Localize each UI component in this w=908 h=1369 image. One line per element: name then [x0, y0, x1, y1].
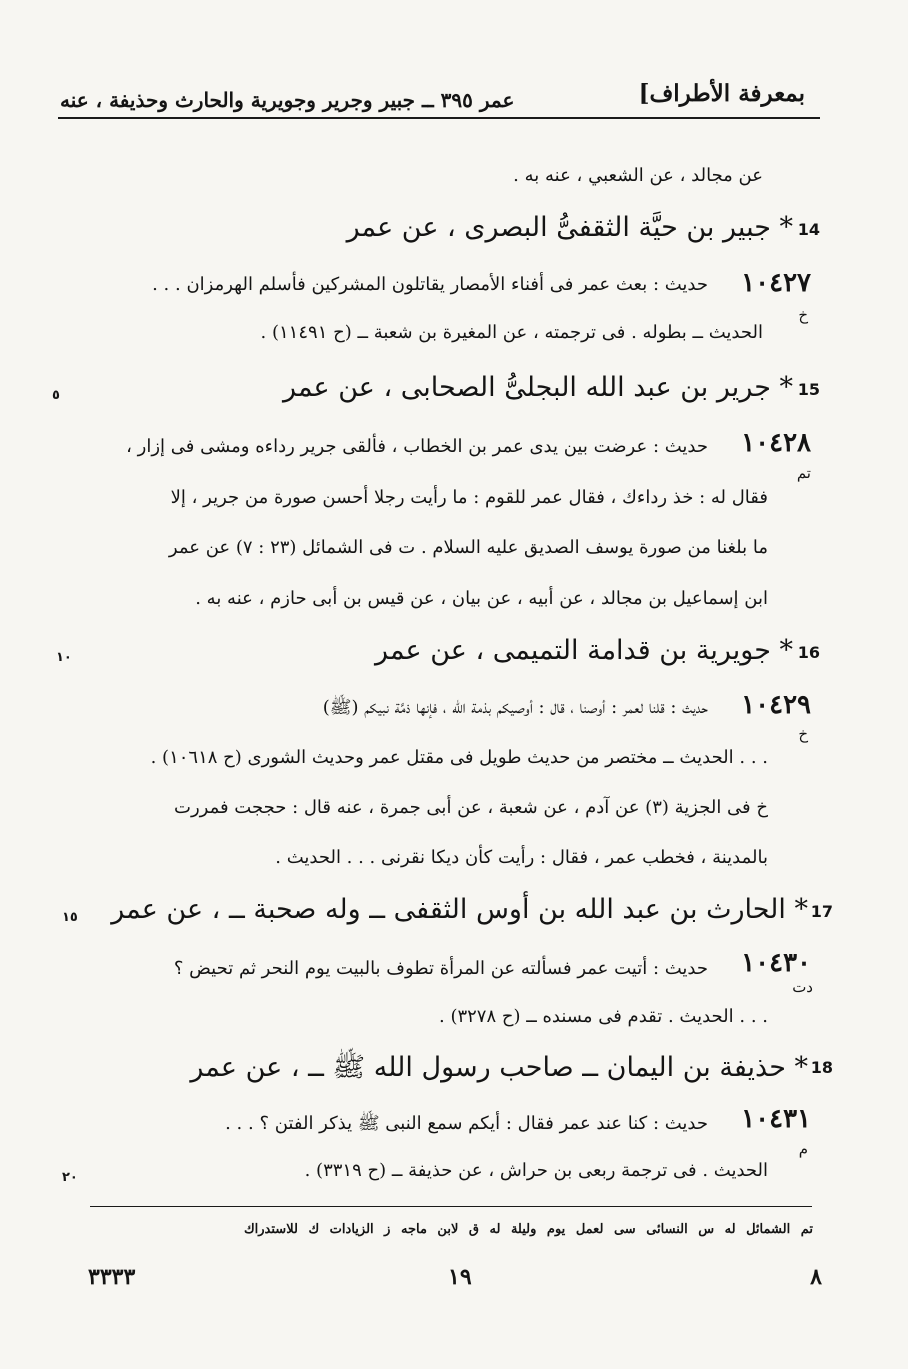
entry-title: * حذيفة بن اليمان ــ صاحب رسول الله ﷺ ــ ، عن عمر	[190, 1052, 808, 1083]
hadith-line: . . . الحديث ــ مختصر من حديث طويل فى مقتل عمر وحديث الشورى (ح ١٠٦١٨) .	[150, 747, 768, 768]
hadith-number: ١٠٤٢٨	[741, 428, 811, 458]
footnote-rule	[90, 1206, 812, 1207]
hadith-line: حديث : كنا عند عمر فقال : أيكم سمع النبى ﷺ يذكر الفتن ؟ . . .	[225, 1113, 708, 1134]
intro-line: عن مجالد ، عن الشعبي ، عنه به .	[513, 165, 763, 186]
hadith-line: ما بلغنا من صورة يوسف الصديق عليه السلام . ت فى الشمائل (٢٣ : ٧) عن عمر	[168, 537, 768, 558]
section-title: عمر ٣٩٥ ــ جبير وجرير وجويرية والحارث وحذيفة ، عنه	[60, 88, 515, 112]
entry-title: * الحارث بن عبد الله بن أوس الثقفى ــ وله صحبة ــ ، عن عمر	[111, 894, 808, 925]
entry-title: * جرير بن عبد الله البجلىُّ الصحابى ، عن عمر	[283, 372, 793, 403]
footer-left-number: ٣٣٣٣	[88, 1264, 136, 1290]
source-code: خ	[798, 306, 808, 324]
margin-line-number: ٥	[52, 388, 60, 403]
source-code: تم	[796, 464, 811, 482]
hadith-line: حديث : بعث عمر فى أفناء الأمصار يقاتلون المشركين فأسلم الهرمزان . . .	[152, 274, 708, 295]
entry-number: 14	[797, 220, 820, 239]
entry-number: 18	[810, 1058, 833, 1077]
hadith-number: ١٠٤٣٠	[741, 948, 811, 978]
hadith-line: حديث : عرضت بين يدى عمر بن الخطاب ، فألقى جرير رداءه ومشى فى إزار ،	[126, 436, 708, 457]
entry-title: * جويرية بن قدامة التميمى ، عن عمر	[375, 635, 793, 666]
margin-line-number: ١٠	[56, 650, 72, 665]
entry-title: * جبير بن حيَّة الثقفىُّ البصرى ، عن عمر	[346, 212, 793, 243]
hadith-number: ١٠٤٢٩	[741, 690, 811, 720]
running-title: بمعرفة الأطراف]	[638, 80, 805, 107]
hadith-line: فقال له : خذ رداءك ، فقال عمر للقوم : ما رأيت رجلا أحسن صورة من جرير ، إلا	[170, 487, 768, 508]
source-code: م	[798, 1140, 808, 1158]
page-number: ١٩	[448, 1264, 472, 1290]
source-code: دت	[792, 978, 813, 996]
hadith-line: الحديث ــ بطوله . فى ترجمته ، عن المغيرة بن شعبة ــ (ح ١١٤٩١) .	[260, 322, 763, 343]
entry-number: 15	[797, 380, 820, 399]
entry-number: 17	[810, 902, 833, 921]
hadith-line: . . . الحديث . تقدم فى مسنده ــ (ح ٣٢٧٨) .	[439, 1006, 768, 1027]
header-rule	[58, 117, 820, 119]
source-code: خ	[798, 725, 808, 743]
hadith-line: حديث : أتيت عمر فسألته عن المرأة تطوف بالبيت يوم النحر ثم تحيض ؟	[173, 958, 708, 979]
hadith-line: حديث : قلنا لعمر : أوصنا ، قال : أوصيكم بذمة الله ، فإنها ذمَّة نبيكم (ﷺ)	[322, 697, 708, 718]
hadith-line: ابن إسماعيل بن مجالد ، عن أبيه ، عن بيان ، عن قيس بن أبى حازم ، عنه به .	[195, 588, 768, 609]
hadith-number: ١٠٤٣١	[741, 1104, 811, 1134]
entry-number: 16	[797, 643, 820, 662]
footer-right-number: ٨	[810, 1264, 822, 1290]
margin-line-number: ١٥	[62, 910, 78, 925]
hadith-line: خ فى الجزية (٣) عن آدم ، عن شعبة ، عن أبى جمرة ، عنه قال : حججت فمررت	[174, 797, 768, 818]
hadith-number: ١٠٤٢٧	[741, 268, 811, 298]
hadith-line: بالمدينة ، فخطب عمر ، فقال : رأيت كأن ديكا نقرنى . . . الحديث .	[275, 847, 768, 868]
footnote-abbreviations: تم الشمائل له س النسائى سى لعمل يوم وليلة له ق لابن ماجه ز الزيادات ك للاستدراك	[243, 1222, 813, 1237]
margin-line-number: ٢٠	[62, 1170, 78, 1185]
hadith-line: الحديث . فى ترجمة ربعى بن حراش ، عن حذيفة ــ (ح ٣٣١٩) .	[304, 1160, 768, 1181]
